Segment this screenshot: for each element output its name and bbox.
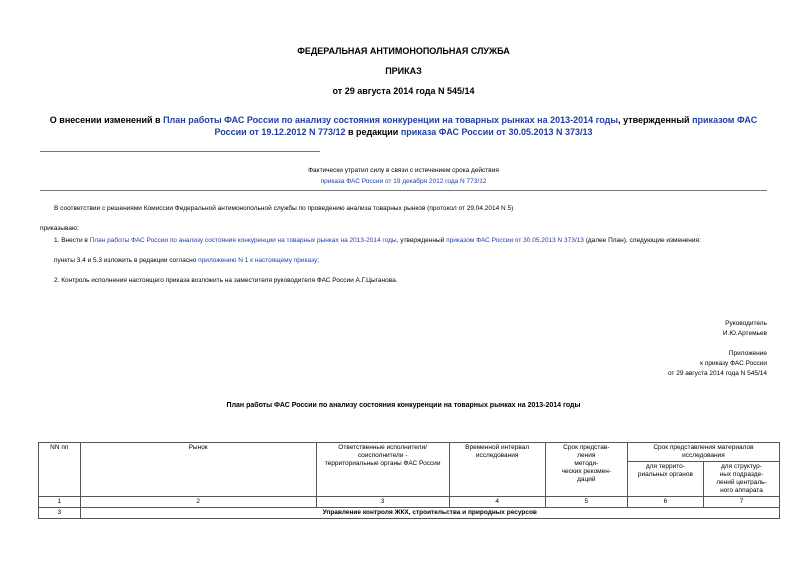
- header-materials: [627, 443, 779, 462]
- header-struct-l3: лений централь-: [716, 479, 767, 486]
- item1-link-plan[interactable]: План работы ФАС России по анализу состояния конкуренции на товарных рынках на 2013-2014 годы: [89, 237, 397, 244]
- doc-date-number: от 29 августа 2014 года N 545/14: [332, 86, 475, 96]
- item1-sub-text-1: пункты 3.4 и 5.3 изложить в редакции согласно: [54, 257, 199, 264]
- title-link-order-773-b[interactable]: России от 19.12.2012 N 773/12: [214, 127, 346, 137]
- header-interval: [449, 443, 545, 497]
- title-text-3: в редакции: [345, 127, 401, 137]
- col-number: 6: [627, 497, 703, 508]
- col-number: 5: [545, 497, 627, 508]
- doc-title: [40, 114, 767, 138]
- order-item-2: 2. Контроль исполнения настоящего приказа возложить на заместителя руководителя ФАС России А.Г.Цыганова.: [54, 277, 398, 284]
- item1-text-2: , утвержденный: [396, 237, 447, 244]
- signature-position: Руководитель: [725, 320, 767, 327]
- appendix-line-3: от 29 августа 2014 года N 545/14: [667, 370, 767, 377]
- header-struct-l2: ных подразде-: [719, 471, 764, 478]
- header-materials-l2: исследования: [682, 452, 725, 459]
- table-row: [39, 508, 780, 519]
- item1-sub-text-2: ;: [317, 257, 320, 264]
- header-market: Рынок: [80, 443, 316, 497]
- col-number: 1: [39, 497, 81, 508]
- header-terr-l1: для террито-: [645, 463, 685, 470]
- header-term: [545, 443, 627, 497]
- column-number-row: [39, 497, 780, 508]
- appendix-line-2: к приказу ФАС России: [700, 360, 767, 367]
- header-term-l1: Срок представ-: [563, 444, 610, 451]
- item1-text-3: (далее План), следующие изменения:: [583, 237, 701, 244]
- col-number: 4: [449, 497, 545, 508]
- plan-title: План работы ФАС России по анализу состояния конкуренции на товарных рынках на 2013-2014 годы: [226, 402, 581, 409]
- section-title: Управление контроля ЖКХ, строительства и природных ресурсов: [80, 508, 779, 519]
- plan-table: [38, 442, 780, 519]
- status-note-link-row: [0, 178, 807, 185]
- section-num: 3: [39, 508, 81, 519]
- header-term-l4: ческих рекомен-: [561, 468, 612, 475]
- header-interval-l1: Временной интервал: [465, 444, 530, 451]
- title-text-1: О внесении изменений в: [49, 115, 164, 125]
- item1-link-order-373[interactable]: приказом ФАС России от 30.05.2013 N 373/13: [446, 237, 584, 244]
- header-interval-l2: исследования: [475, 452, 519, 459]
- signature-name: И.Ю.Артемьев: [722, 330, 767, 337]
- divider-short: [40, 151, 320, 152]
- col-number: 7: [703, 497, 779, 508]
- order-item-1-sub: [54, 257, 319, 264]
- appendix-line-1: Приложение: [728, 350, 767, 357]
- header-territorial: [627, 462, 703, 497]
- title-link-order-373[interactable]: приказа ФАС России от 30.05.2013 N 373/13: [400, 127, 593, 137]
- header-term-l3: методи-: [574, 460, 599, 467]
- status-note: Фактически утратил силу в связи с истечением срока действия: [308, 167, 499, 174]
- col-number: 3: [316, 497, 449, 508]
- header-resp-l1: Ответственные исполнители/: [338, 444, 427, 451]
- divider-long: [40, 190, 767, 191]
- doc-type: ПРИКАЗ: [385, 66, 422, 76]
- title-link-order-773-a[interactable]: приказом ФАС: [692, 115, 758, 125]
- header-resp-l3: территориальные органы ФАС России: [324, 460, 441, 467]
- table-header-row: [39, 443, 780, 462]
- preamble: В соответствии с решениями Комиссии Федеральной антимонопольной службы по проведению анализа товарных рынков (протокол от 29.04.2014 N 5): [54, 205, 514, 212]
- status-note-link[interactable]: приказа ФАС России от 19 декабря 2012 года N 773/12: [320, 178, 487, 185]
- title-text-2: , утвержденный: [618, 115, 693, 125]
- item1-text-1: 1. Внести в: [54, 237, 90, 244]
- header-term-l2: ления: [577, 452, 596, 459]
- header-terr-l2: риальных органов: [637, 471, 693, 478]
- header-materials-l1: Срок представления материалов: [653, 444, 754, 451]
- appendix-link[interactable]: приложению N 1 к настоящему приказу: [198, 257, 318, 264]
- order-word: приказываю:: [40, 225, 79, 232]
- header-responsible: [316, 443, 449, 497]
- header-struct-l1: для структур-: [721, 463, 762, 470]
- agency-name: ФЕДЕРАЛЬНАЯ АНТИМОНОПОЛЬНАЯ СЛУЖБА: [297, 46, 510, 56]
- order-item-1: [54, 237, 701, 244]
- header-struct-l4: ного аппарата: [720, 487, 763, 494]
- header-structural: [703, 462, 779, 497]
- title-link-plan[interactable]: План работы ФАС России по анализу состояния конкуренции на товарных рынках на 2013-2014 годы: [163, 115, 619, 125]
- header-resp-l2: соисполнители -: [357, 452, 408, 459]
- header-num: NN пп: [39, 443, 81, 497]
- col-number: 2: [80, 497, 316, 508]
- header-term-l5: даций: [577, 476, 596, 483]
